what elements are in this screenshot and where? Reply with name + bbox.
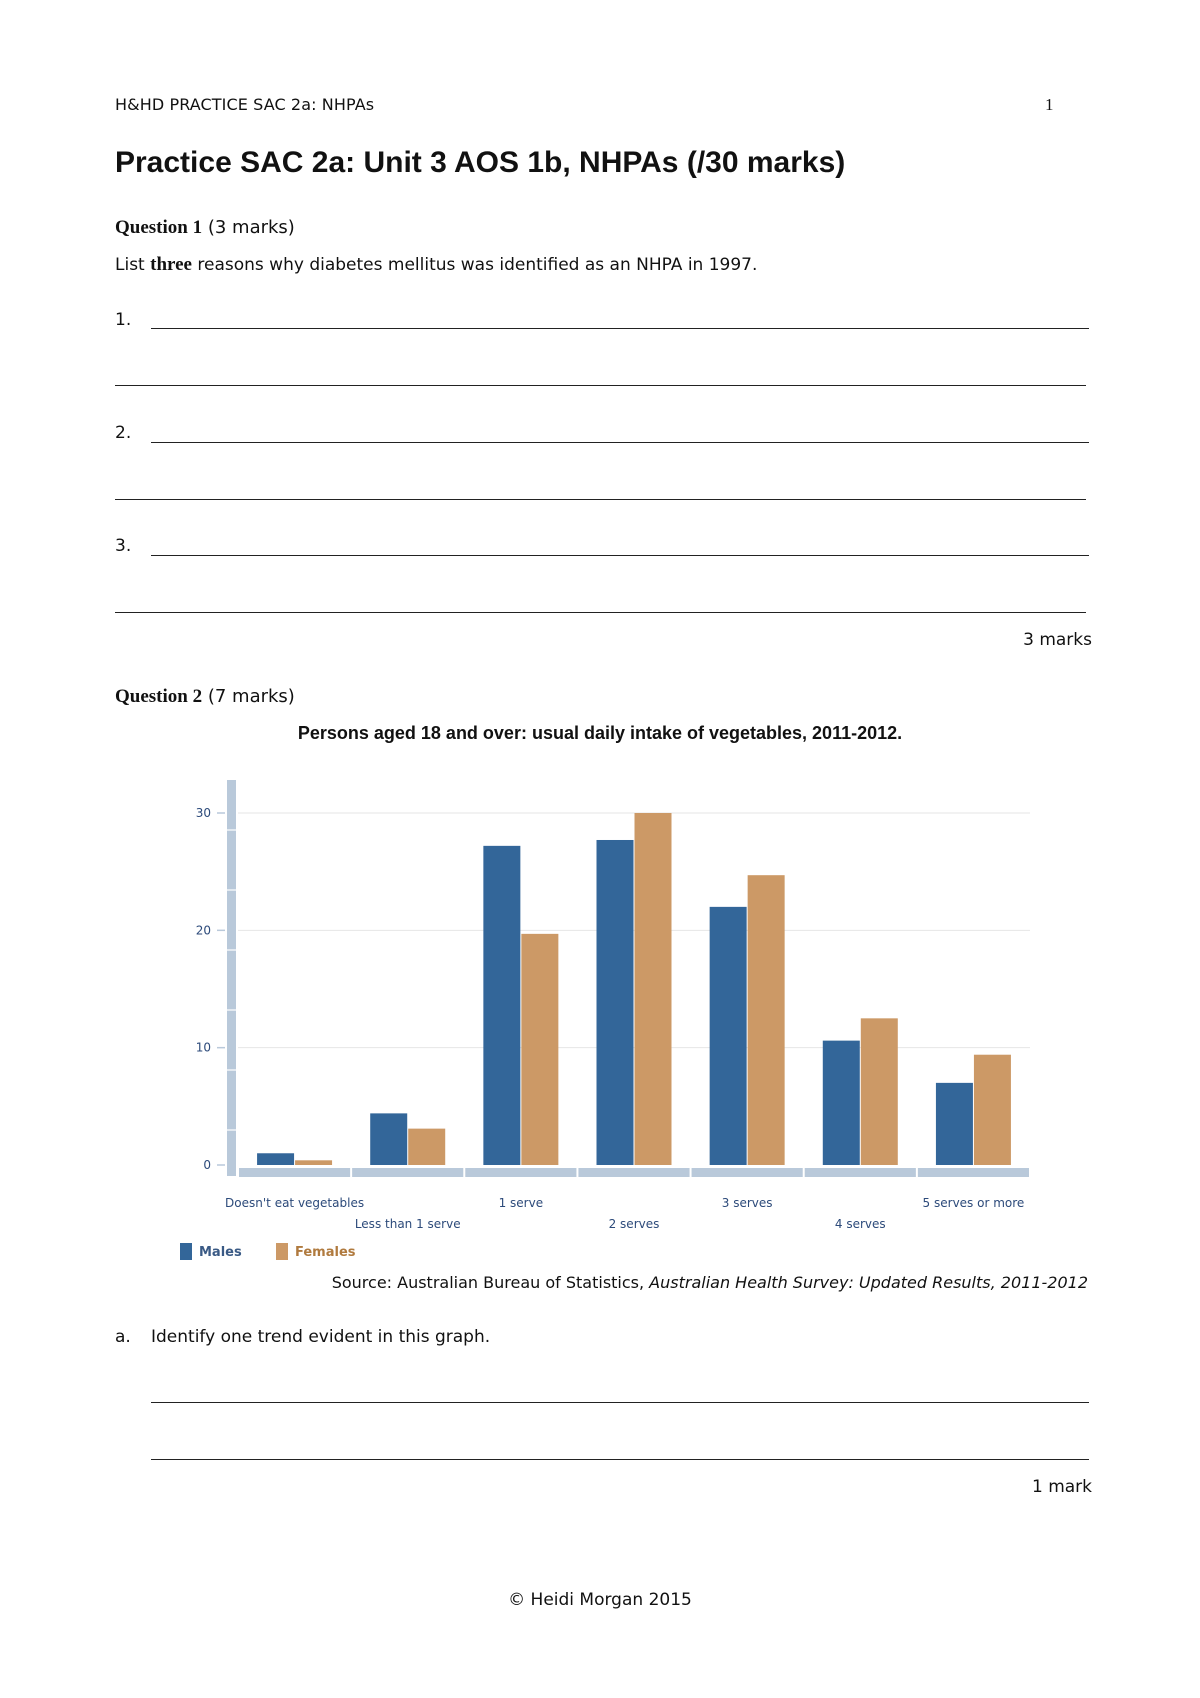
- chart-title: Persons aged 18 and over: usual daily intake of vegetables, 2011-2012.: [297, 723, 903, 743]
- x-axis-segment: [805, 1168, 916, 1177]
- part-a-letter: a.: [115, 1327, 131, 1347]
- bar-females: [521, 934, 558, 1165]
- bar-females: [635, 813, 672, 1165]
- source-publication: Australian Health Survey: Updated Results, 2011-2012: [649, 1273, 1088, 1292]
- answer-line[interactable]: [151, 442, 1089, 443]
- answer-item-2-label: 2.: [115, 423, 132, 443]
- legend-males: [180, 1243, 242, 1260]
- y-axis: [227, 780, 236, 1176]
- bar-females: [861, 1018, 898, 1165]
- question-2-label: Question 2: [115, 686, 203, 707]
- answer-item-1-label: 1.: [115, 310, 132, 330]
- legend-females: [276, 1243, 356, 1260]
- prompt-text-pre: List: [115, 255, 151, 275]
- legend-males-swatch: [180, 1243, 192, 1260]
- y-tick-label: 0: [203, 1158, 211, 1172]
- part-a-marks: 1 mark: [1031, 1477, 1092, 1497]
- x-category-label: 1 serve: [498, 1196, 544, 1210]
- x-axis-segment: [239, 1168, 350, 1177]
- source-text: Source: Australian Bureau of Statistics,: [331, 1273, 650, 1292]
- answer-line[interactable]: [151, 1402, 1089, 1403]
- bar-females: [974, 1055, 1011, 1165]
- answer-item-3-label: 3.: [115, 536, 132, 556]
- x-axis-segment: [578, 1168, 689, 1177]
- bar-chart: [165, 770, 1045, 1230]
- bar-males: [597, 840, 634, 1165]
- legend-females-label: Females: [295, 1245, 356, 1260]
- part-a-prompt: Identify one trend evident in this graph.: [151, 1327, 491, 1347]
- y-tick-label: 20: [195, 923, 211, 938]
- x-category-label: 5 serves or more: [922, 1196, 1025, 1210]
- y-tick-label: 10: [195, 1040, 211, 1055]
- answer-line[interactable]: [115, 499, 1086, 500]
- bar-males: [370, 1113, 407, 1165]
- x-axis-segment: [692, 1168, 803, 1177]
- question-2-marks: (7 marks): [207, 686, 295, 707]
- page-title: Practice SAC 2a: Unit 3 AOS 1b, NHPAs (/30 marks): [115, 146, 846, 179]
- x-axis-segment: [918, 1168, 1029, 1177]
- x-category-label: Doesn't eat vegetables: [225, 1196, 365, 1210]
- bar-males: [710, 907, 747, 1165]
- bar-males: [257, 1153, 294, 1165]
- question-1-prompt: [115, 254, 757, 276]
- bar-females: [748, 875, 785, 1165]
- y-tick-label: 30: [195, 806, 211, 820]
- question-2-heading: [115, 686, 295, 708]
- x-category-label: 4 serves: [834, 1217, 886, 1230]
- x-axis-segment: [465, 1168, 576, 1177]
- answer-line[interactable]: [115, 612, 1086, 613]
- bar-females: [408, 1129, 445, 1165]
- prompt-text-post: reasons why diabetes mellitus was identified as an NHPA in 1997.: [191, 255, 758, 275]
- chart-source: [332, 1273, 1088, 1292]
- bar-males: [483, 846, 520, 1165]
- question-1-marks: (3 marks): [207, 217, 295, 238]
- legend-males-label: Males: [199, 1245, 242, 1260]
- answer-line[interactable]: [151, 555, 1089, 556]
- question-1-total-marks: 3 marks: [1023, 630, 1092, 650]
- bar-males: [823, 1041, 860, 1165]
- bar-females: [295, 1160, 332, 1165]
- page-number: 1: [1045, 95, 1054, 114]
- question-1-heading: [115, 217, 295, 239]
- answer-line[interactable]: [151, 328, 1089, 329]
- question-1-label: Question 1: [115, 217, 203, 238]
- answer-line[interactable]: [115, 385, 1086, 386]
- x-axis-segment: [352, 1168, 463, 1177]
- answer-line[interactable]: [151, 1459, 1089, 1460]
- x-category-label: 3 serves: [721, 1196, 773, 1210]
- prompt-emphasis: three: [150, 254, 192, 275]
- copyright-footer: © Heidi Morgan 2015: [508, 1590, 692, 1610]
- bar-males: [936, 1083, 973, 1165]
- running-header: H&HD PRACTICE SAC 2a: NHPAs: [115, 95, 375, 114]
- x-category-label: Less than 1 serve: [354, 1217, 461, 1230]
- legend-females-swatch: [276, 1243, 288, 1260]
- x-category-label: 2 serves: [608, 1217, 660, 1230]
